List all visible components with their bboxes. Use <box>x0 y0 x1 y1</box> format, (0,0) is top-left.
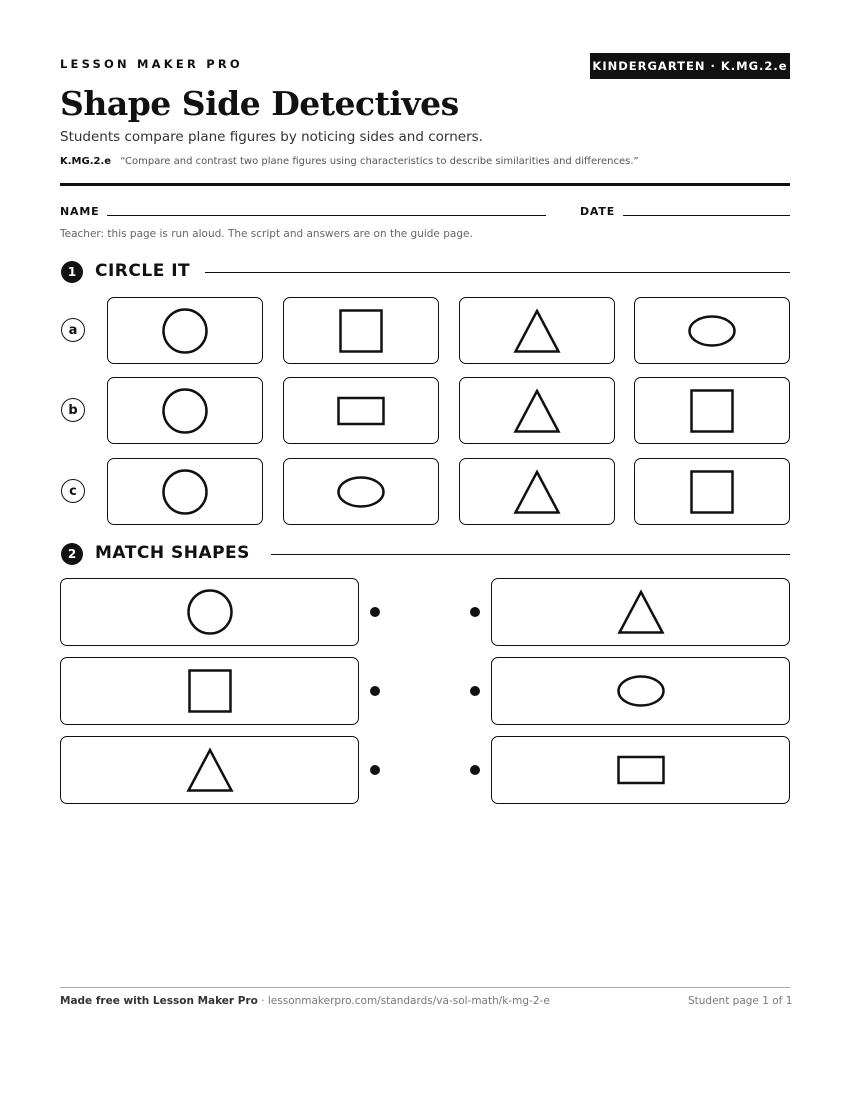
match-card-left[interactable] <box>60 736 359 804</box>
shape-card[interactable] <box>107 297 263 364</box>
match-dot-left[interactable] <box>370 607 380 617</box>
footer-credit <box>60 995 550 1007</box>
match-card-left[interactable] <box>60 657 359 725</box>
triangle-icon <box>513 469 561 515</box>
match-card-right[interactable] <box>491 657 790 725</box>
rectangle-icon <box>616 754 666 786</box>
name-label: NAME <box>60 205 100 218</box>
shape-card[interactable] <box>283 377 439 444</box>
shape-card[interactable] <box>634 377 790 444</box>
match-card-left[interactable] <box>60 578 359 646</box>
match-dot-right[interactable] <box>470 686 480 696</box>
footer-made-with: Made free with Lesson Maker Pro <box>60 995 258 1007</box>
header-divider <box>60 183 790 186</box>
standard-text: “Compare and contrast two plane figures using characteristics to describe similarities and differences.” <box>120 156 639 167</box>
square-icon <box>689 469 735 515</box>
footer-divider <box>60 987 790 988</box>
triangle-icon <box>617 589 665 635</box>
square-icon <box>187 668 233 714</box>
row-letter-c: c <box>61 479 85 503</box>
match-dot-right[interactable] <box>470 765 480 775</box>
section-number-badge: 1 <box>61 261 83 283</box>
standard-code: K.MG.2.e <box>60 156 112 167</box>
triangle-icon <box>513 388 561 434</box>
footer-page-number: Student page 1 of 1 <box>688 995 793 1007</box>
section-rule <box>271 554 790 555</box>
date-label: DATE <box>580 205 616 218</box>
footer-url[interactable]: · lessonmakerpro.com/standards/va-sol-math/k-mg-2-e <box>257 995 550 1007</box>
match-card-right[interactable] <box>491 578 790 646</box>
name-field[interactable] <box>107 215 546 216</box>
shape-card[interactable] <box>459 297 615 364</box>
match-dot-left[interactable] <box>370 686 380 696</box>
section-title-circle-it: CIRCLE IT <box>95 261 191 281</box>
shape-card[interactable] <box>107 458 263 525</box>
square-icon <box>338 308 384 354</box>
match-dot-right[interactable] <box>470 607 480 617</box>
triangle-icon <box>186 747 234 793</box>
section-rule <box>205 272 790 273</box>
triangle-icon <box>513 308 561 354</box>
match-dot-left[interactable] <box>370 765 380 775</box>
shape-card[interactable] <box>459 377 615 444</box>
teacher-note: Teacher: this page is run aloud. The script and answers are on the guide page. <box>60 228 473 240</box>
circle-icon <box>161 387 209 435</box>
page-subtitle: Students compare plane figures by noticing sides and corners. <box>60 129 483 145</box>
shape-card[interactable] <box>283 458 439 525</box>
oval-icon <box>336 475 386 509</box>
brand-name: LESSON MAKER PRO <box>60 57 243 71</box>
square-icon <box>689 388 735 434</box>
date-field[interactable] <box>623 215 790 216</box>
grade-badge: KINDERGARTEN · K.MG.2.e <box>590 53 790 79</box>
page-title: Shape Side Detectives <box>60 84 459 123</box>
match-card-right[interactable] <box>491 736 790 804</box>
oval-icon <box>616 674 666 708</box>
shape-card[interactable] <box>634 458 790 525</box>
oval-icon <box>687 314 737 348</box>
circle-icon <box>161 468 209 516</box>
shape-card[interactable] <box>283 297 439 364</box>
shape-card[interactable] <box>107 377 263 444</box>
shape-card[interactable] <box>459 458 615 525</box>
standard-line <box>60 156 639 167</box>
rectangle-icon <box>336 395 386 427</box>
circle-icon <box>161 307 209 355</box>
row-letter-a: a <box>61 318 85 342</box>
shape-card[interactable] <box>634 297 790 364</box>
row-letter-b: b <box>61 398 85 422</box>
section-title-match-shapes: MATCH SHAPES <box>95 543 250 563</box>
section-number-badge: 2 <box>61 543 83 565</box>
circle-icon <box>186 588 234 636</box>
